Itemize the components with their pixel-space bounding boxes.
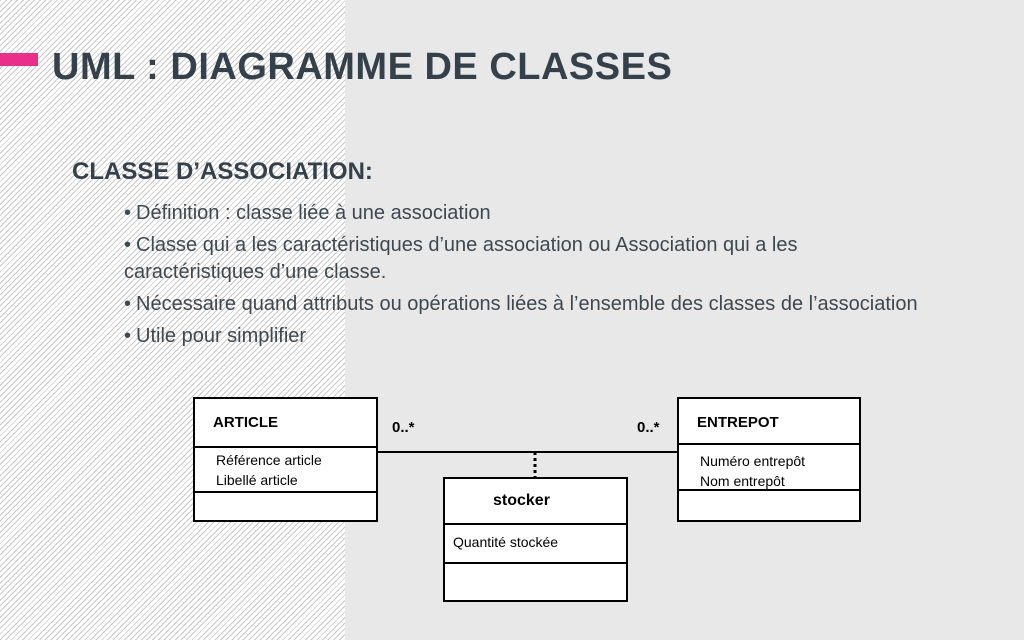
multiplicity-left: 0..* bbox=[392, 419, 415, 436]
class-article-attribute: Libellé article bbox=[216, 472, 298, 488]
class-stocker bbox=[443, 477, 628, 602]
bullet-item: • Nécessaire quand attributs ou opérations liées à l’ensemble des classes de l’association bbox=[124, 291, 924, 318]
slide-title: UML : DIAGRAMME DE CLASSES bbox=[52, 46, 673, 88]
class-stocker-divider bbox=[445, 562, 626, 564]
class-entrepot-divider bbox=[679, 443, 859, 445]
class-entrepot-attribute: Nom entrepôt bbox=[700, 473, 785, 489]
bullet-item: • Définition : classe liée à une association bbox=[124, 200, 924, 227]
class-entrepot bbox=[677, 397, 861, 522]
class-article-divider bbox=[195, 491, 376, 493]
class-stocker-attribute: Quantité stockée bbox=[453, 534, 559, 550]
class-stocker-name: stocker bbox=[493, 492, 550, 509]
class-article-name: ARTICLE bbox=[213, 414, 278, 431]
class-article-attribute: Référence article bbox=[216, 452, 322, 468]
bullet-item: • Utile pour simplifier bbox=[124, 323, 924, 350]
section-subtitle: CLASSE D’ASSOCIATION: bbox=[72, 158, 373, 185]
class-entrepot-attribute: Numéro entrepôt bbox=[700, 453, 806, 469]
class-entrepot-divider bbox=[679, 489, 859, 491]
class-article-divider bbox=[195, 446, 376, 448]
multiplicity-right: 0..* bbox=[637, 419, 660, 436]
class-article bbox=[193, 397, 378, 522]
class-stocker-divider bbox=[445, 523, 626, 525]
class-entrepot-name: ENTREPOT bbox=[697, 414, 779, 431]
bullet-item: • Classe qui a les caractéristiques d’une association ou Association qui a les caractéristiques d’une classe. bbox=[124, 232, 924, 286]
